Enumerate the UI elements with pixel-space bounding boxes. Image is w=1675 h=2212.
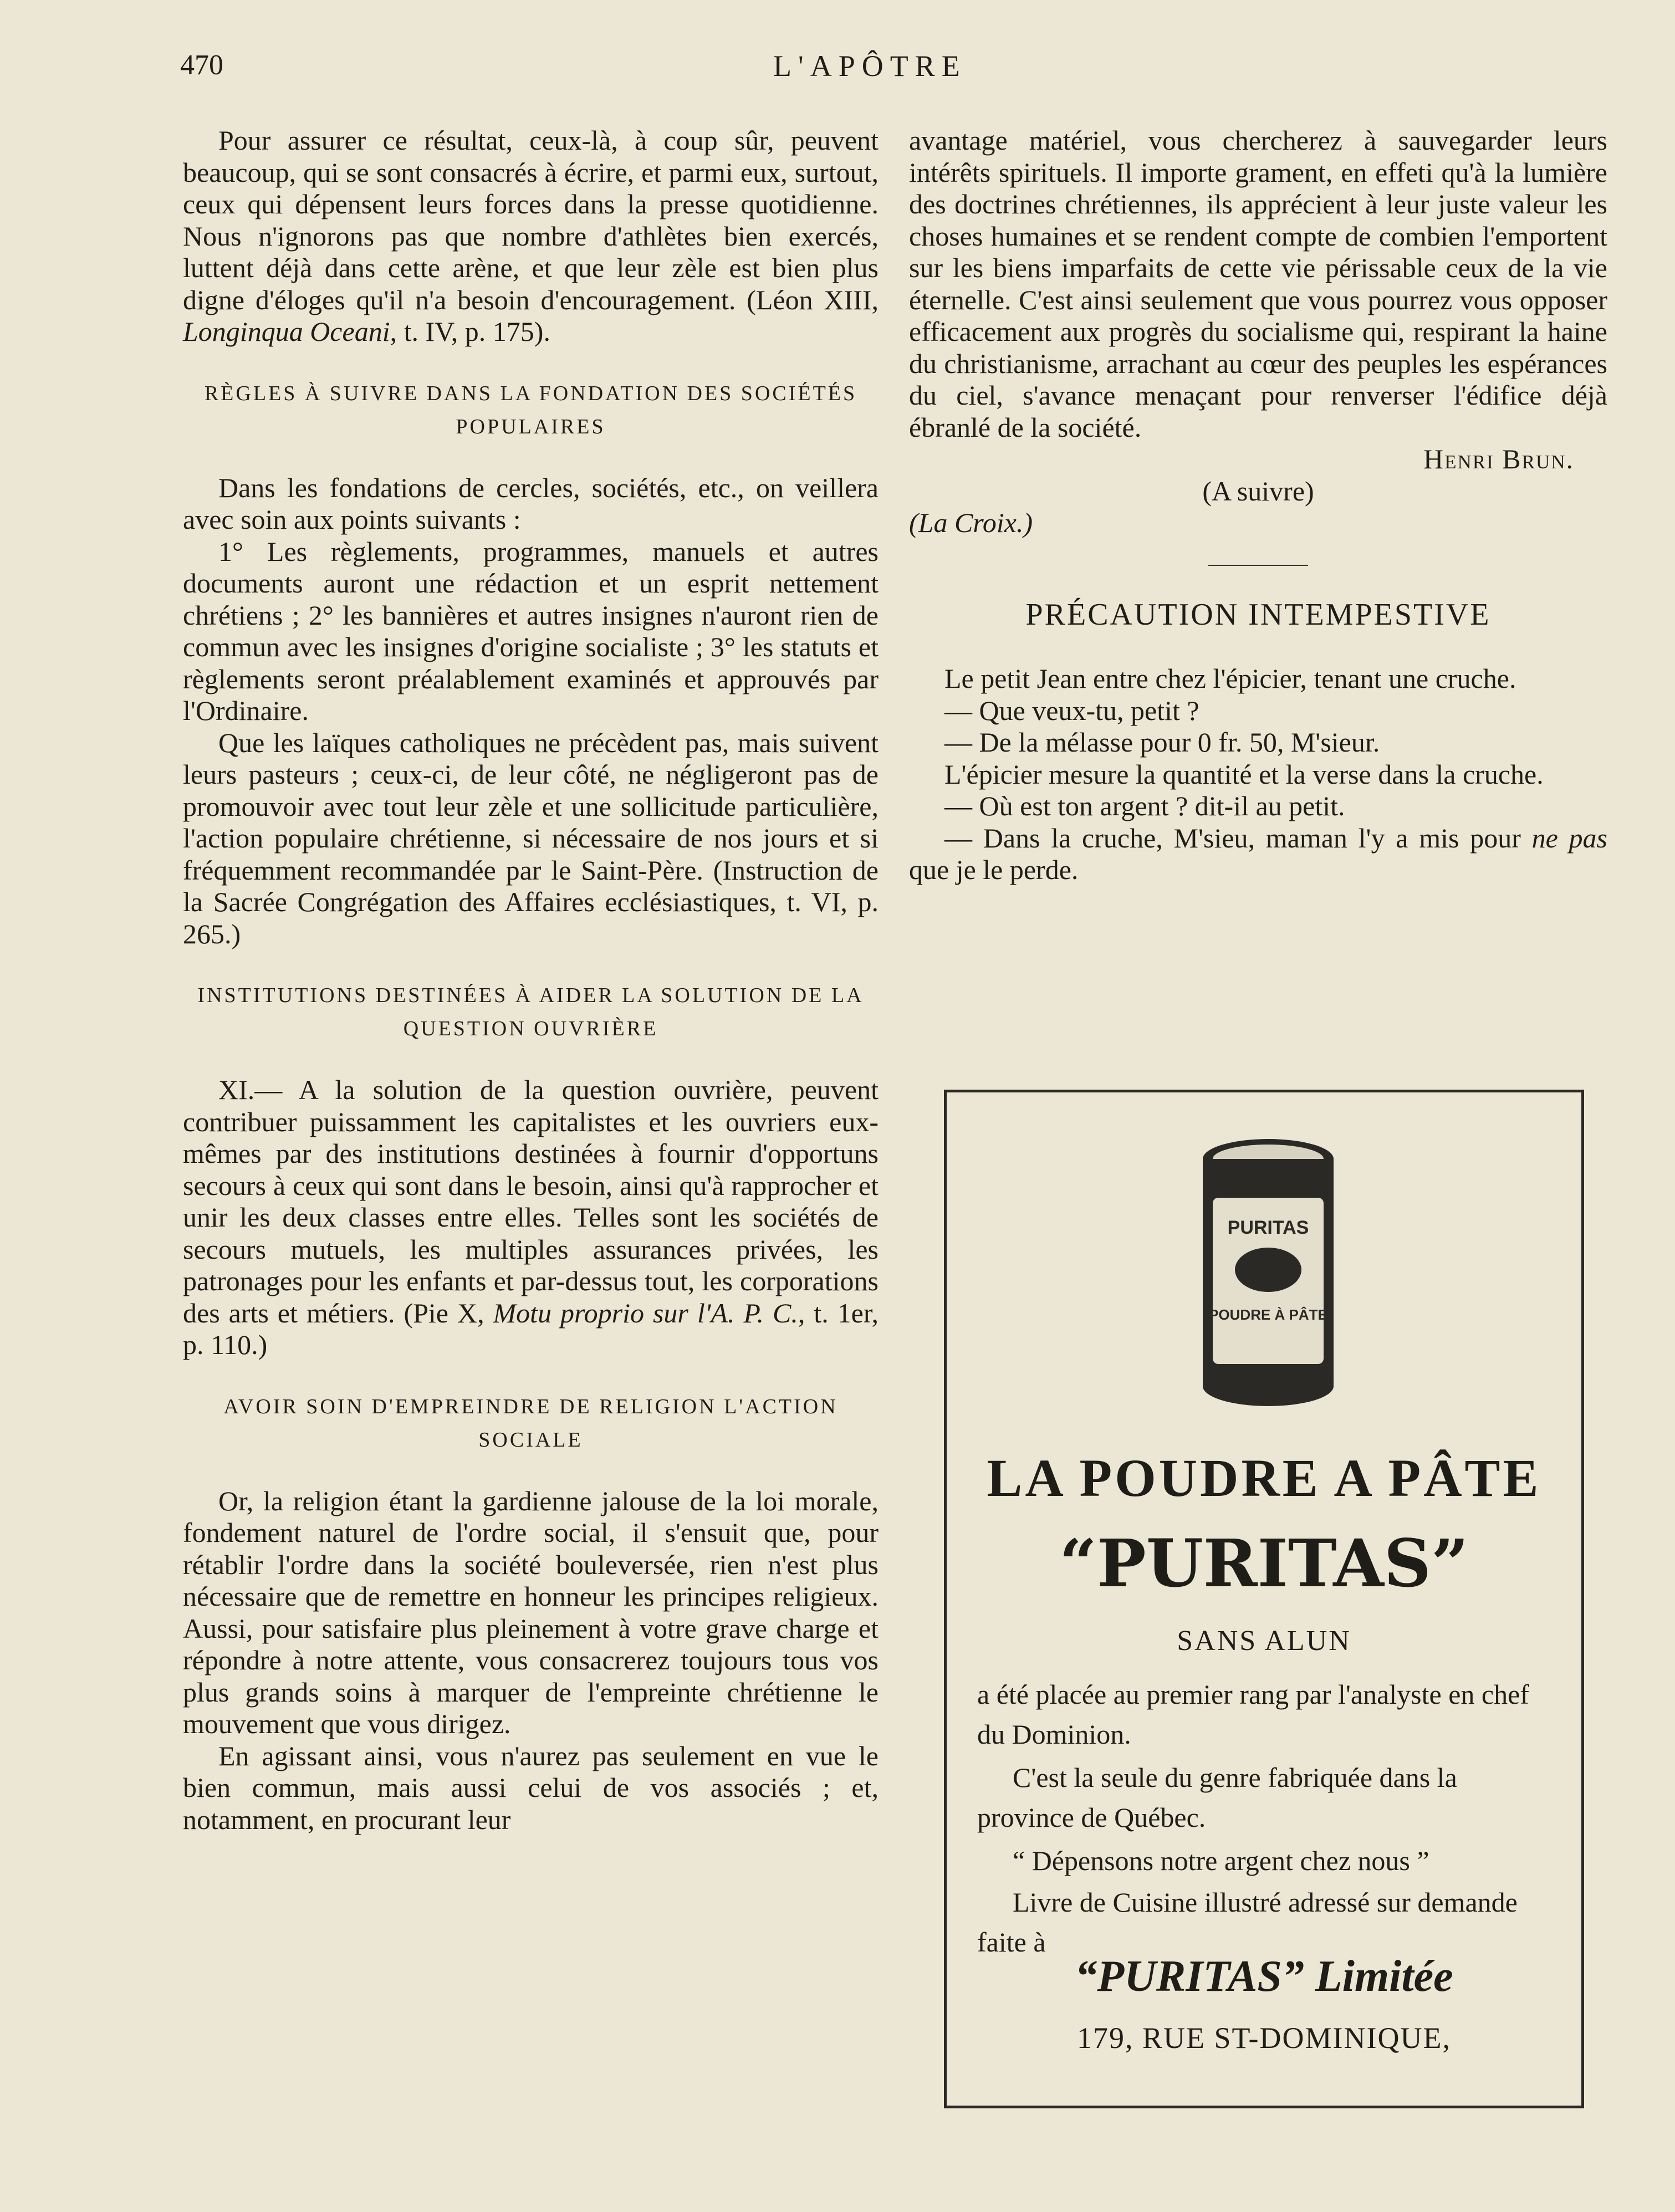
paragraph: — De la mélasse pour 0 fr. 50, M'sieur. xyxy=(944,727,1380,758)
svg-text:PURITAS: PURITAS xyxy=(1227,1217,1309,1238)
page-number: 470 xyxy=(180,49,223,81)
ad-address: 179, RUE ST-DOMINIQUE, xyxy=(1077,2021,1451,2055)
paragraph: En agissant ainsi, vous n'aurez pas seulement en vue le bien commun, mais aussi celui de vos associés ; et, notamment, en procurant leur xyxy=(183,1740,879,1835)
source-citation: (La Croix.) xyxy=(909,507,1033,538)
svg-text:POUDRE À PÂTE: POUDRE À PÂTE xyxy=(1209,1306,1327,1323)
baking-powder-can-image xyxy=(1196,1137,1340,1408)
paragraph: Pour assurer ce résultat, ceux-là, à coup sûr, peuvent beaucoup, qui se sont consacrés à écrire, et parmi eux, surtout, ceux qui dépensent leurs forces dans la presse quotidienne. Nous n'ignorons pas que nombre d'athlètes bien exercés, luttent déjà dans cette arène, et que leur zèle est bien plus digne d'éloges qu'il n'a besoin d'encouragement. (Léon XIII, Longinqua Oceani, t. IV, p. 175). xyxy=(183,125,879,347)
paragraph: — Que veux-tu, petit ? xyxy=(944,694,1199,726)
ad-text: “ Dépensons notre argent chez nous ” xyxy=(1013,1845,1429,1876)
right-column xyxy=(909,125,1607,886)
ad-brand-logo: “PURITAS” xyxy=(1059,1525,1469,1602)
advertisement xyxy=(944,1090,1584,2108)
page-header xyxy=(180,49,1616,93)
signature: Henri Brun. xyxy=(1423,443,1574,474)
paragraph: Dans les fondations de cercles, sociétés, etc., on veillera avec soin aux points suivants : xyxy=(183,472,879,535)
ad-company-name: “PURITAS” Limitée xyxy=(1075,1952,1453,2001)
divider xyxy=(1208,565,1308,566)
ad-headline: LA POUDRE A PÂTE xyxy=(987,1448,1541,1508)
paragraph: Or, la religion étant la gardienne jalouse de la loi morale, fondement naturel de l'ordre social, il s'ensuit que, pour rétablir l'ordre dans la société bouleversée, rien n'est plus nécessaire que de remettre en honneur les principes religieux. Aussi, pour satisfaire plus pleinement à votre grave charge et répondre à notre attente, vous consacrerez toujours tous vos plus grands soins à marquer de l'empreinte chrétienne le mouvement que vous dirigez. xyxy=(183,1485,879,1739)
paragraph: XI.— A la solution de la question ouvrière, peuvent contribuer puissamment les capitalistes et les ouvriers eux-mêmes par des institutions destinées à fournir d'opportuns secours à ceux qui sont dans le besoin, ainsi qu'à rapprocher et unir les deux classes entre elles. Telles sont les sociétés de secours mutuels, les multiples assurances privées, les patronages pour les enfants et par-dessus tout, les corporations des arts et métiers. (Pie X, Motu proprio sur l'A. P. C., t. 1er, p. 110.) xyxy=(183,1074,879,1360)
ad-text: C'est la seule du genre fabriquée dans la province de Québec. xyxy=(977,1762,1457,1833)
section-title: RÈGLES À SUIVRE DANS LA FONDATION DES SOCIÉTÉS POPULAIRES xyxy=(204,381,857,438)
to-be-continued: (A suivre) xyxy=(1202,475,1314,507)
paragraph: L'épicier mesure la quantité et la verse dans la cruche. xyxy=(944,758,1544,790)
paragraph: — Où est ton argent ? dit-il au petit. xyxy=(944,790,1345,821)
section-title: AVOIR SOIN D'EMPREINDRE DE RELIGION L'ACTION SOCIALE xyxy=(223,1394,838,1452)
running-title: L'APÔTRE xyxy=(773,49,967,83)
paragraph: — Dans la cruche, M'sieu, maman l'y a mis pour ne pas que je le perde. xyxy=(909,822,1607,885)
paragraph: avantage matériel, vous chercherez à sauvegarder leurs intérêts spirituels. Il importe grament, en effeti qu'à la lumière des doctrines chrétiennes, ils apprécient à leur juste valeur les choses humaines et se rendent compte de combien l'emportent sur les biens imparfaits de cette vie périssable ceux de la vie éternelle. C'est ainsi seulement que vous pourrez vous opposer efficacement aux progrès du socialisme qui, respirant la haine du christianisme, arrachant au cœur des peuples les espérances du ciel, s'avance menaçant pour renverser l'édifice déjà ébranlé de la société. xyxy=(909,125,1607,443)
section-title: INSTITUTIONS DESTINÉES À AIDER LA SOLUTION DE LA QUESTION OUVRIÈRE xyxy=(197,984,864,1040)
story-title: PRÉCAUTION INTEMPESTIVE xyxy=(1025,597,1491,632)
left-column xyxy=(183,125,879,1836)
ad-text: Livre de Cuisine illustré adressé sur demande faite à xyxy=(977,1887,1518,1958)
ad-text: a été placée au premier rang par l'analyste en chef du Dominion. xyxy=(977,1679,1529,1750)
paragraph: Le petit Jean entre chez l'épicier, tenant une cruche. xyxy=(944,663,1516,694)
paragraph: Que les laïques catholiques ne précèdent pas, mais suivent leurs pasteurs ; ceux-ci, de leur côté, ne négligeront pas de promouvoir avec tout leur zèle et une sollicitude particulière, l'action populaire chrétienne, si nécessaire de nos jours et si fréquemment recommandée par le Saint-Père. (Instruction de la Sacrée Congrégation des Affaires ecclésiastiques, t. VI, p. 265.) xyxy=(183,727,879,949)
ad-subheading: SANS ALUN xyxy=(1177,1625,1351,1657)
paragraph: 1° Les règlements, programmes, manuels et autres documents auront une rédaction et un esprit nettement chrétiens ; 2° les bannières et autres insignes n'auront rien de commun avec les insignes d'origine socialiste ; 3° les statuts et règlements seront préalablement examinés et approuvés par l'Ordinaire. xyxy=(183,535,879,726)
